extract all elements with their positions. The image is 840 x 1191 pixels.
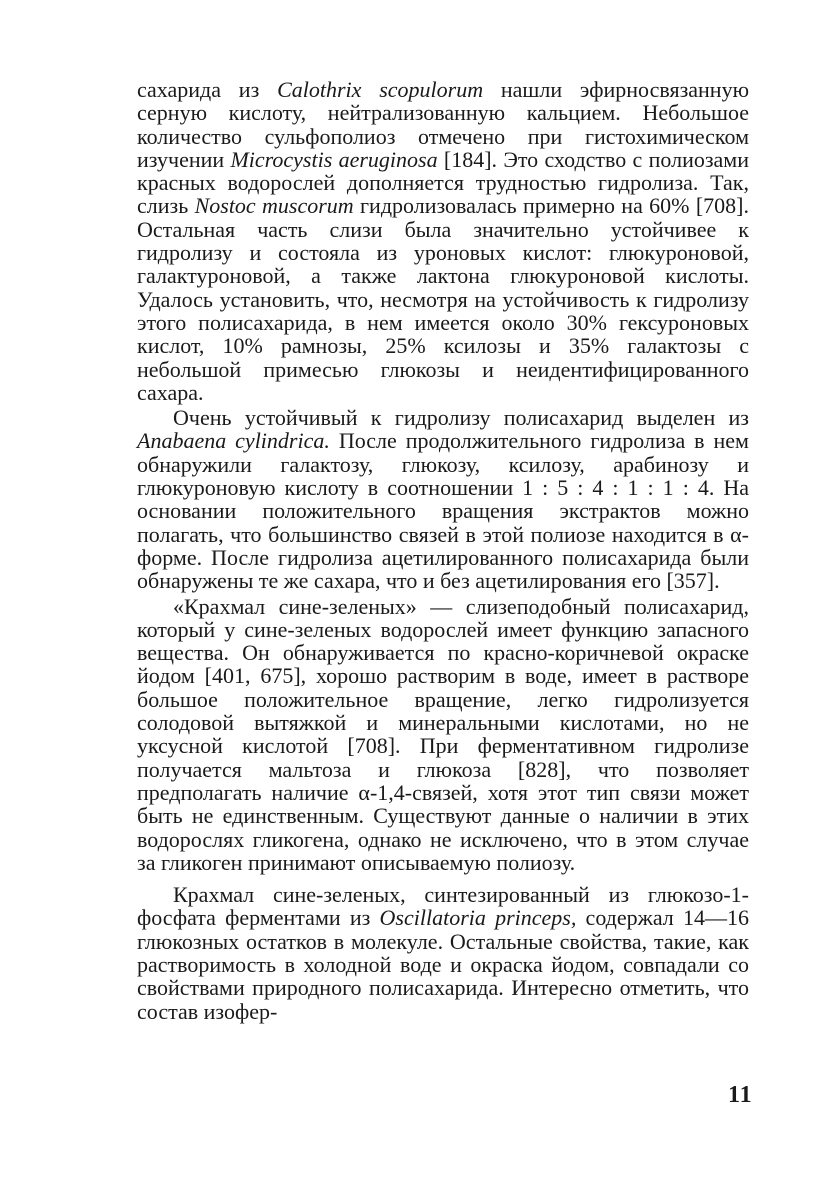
paragraph-4 xyxy=(137,883,749,1023)
text-run: нашли эфирносвязанную серную кислоту, нейтрализованную кальцием. Небольшое количество сульфополиоз отмечено при гистохимическом изучении xyxy=(137,77,749,172)
text-run: [184]. Это сходство с полиозами красных водорослей дополняется трудностью гидролиза. Так, слизь xyxy=(137,146,750,219)
text-run: Очень устойчивый к гидролизу полисахарид выделен из xyxy=(173,405,749,431)
body-text xyxy=(137,78,749,1023)
paragraph-1 xyxy=(137,78,749,404)
text-run: гидролизовалась примерно на 60% [708]. Остальная часть слизи была значительно устойчивее к гидролизу и состояла из уроновых кислот: глюкуроновой, галактуроновой, а также лактона глюкуроновой кислоты. Удалось установить, что, несмотря на устойчивость к гидролизу этого полисахарида, в нем имеется около 30% гексуроновых кислот, 10% рамнозы, 25% ксилозы и 35% галактозы с небольшой примесью глюкозы и неидентифицированного сахара. xyxy=(137,193,749,405)
species-name: Microcystis aeruginosa xyxy=(230,146,438,172)
species-name: Anabaena cylindrica. xyxy=(137,428,330,454)
page-number: 11 xyxy=(728,1082,753,1108)
text-run: сахарида из xyxy=(137,77,278,102)
text-run: «Крахмал сине-зеленых» — слизеподобный полисахарид, который у сине-зеленых водорослей имеет функцию запасного вещества. Он обнаруживается по красно-коричневой окраске йодом [401, 675], хорошо растворим в воде, имеет в растворе большое положительное вращение, легко гидролизуется солодовой вытяжкой и минеральными кислотами, но не уксусной кислотой [708]. При ферментативном гидролизе получается мальтоза и глюкоза [828], что позволяет предполагать наличие α-1,4-связей, хотя этот тип связи может быть не единственным. Существуют данные о наличии в этих водорослях гликогена, однако не исключено, что в этом случае за гликоген принимают описываемую полиозу. xyxy=(137,593,749,875)
paragraph-3 xyxy=(137,595,749,875)
species-name: Oscillatoria princeps, xyxy=(379,905,577,931)
species-name: Calothrix scopulorum xyxy=(277,77,484,102)
paragraph-2 xyxy=(137,406,749,592)
text-run: содержал 14—16 глюкозных остатков в молекуле. Остальные свойства, такие, как растворимость в холодной воде и окраска йодом, совпадали со свойствами природного полисахарида. Интересно отметить, что состав изофер- xyxy=(137,905,749,1024)
text-run: После продолжительного гидролиза в нем обнаружили галактозу, глюкозу, ксилозу, арабинозу и глюкуроновую кислоту в соотношении 1 : 5 : 4 : 1 : 1 : 4. На основании положительного вращения экстрактов можно полагать, что большинство связей в этой полиозе находится в α-форме. После гидролиза ацетилированного полисахарида были обнаружены те же сахара, что и без ацетилирования его [357]. xyxy=(137,428,749,594)
text-run: Крахмал сине-зеленых, синтезированный из глюкозо-1-фосфата ферментами из xyxy=(137,882,749,931)
species-name: Nostoc muscorum xyxy=(194,193,354,219)
